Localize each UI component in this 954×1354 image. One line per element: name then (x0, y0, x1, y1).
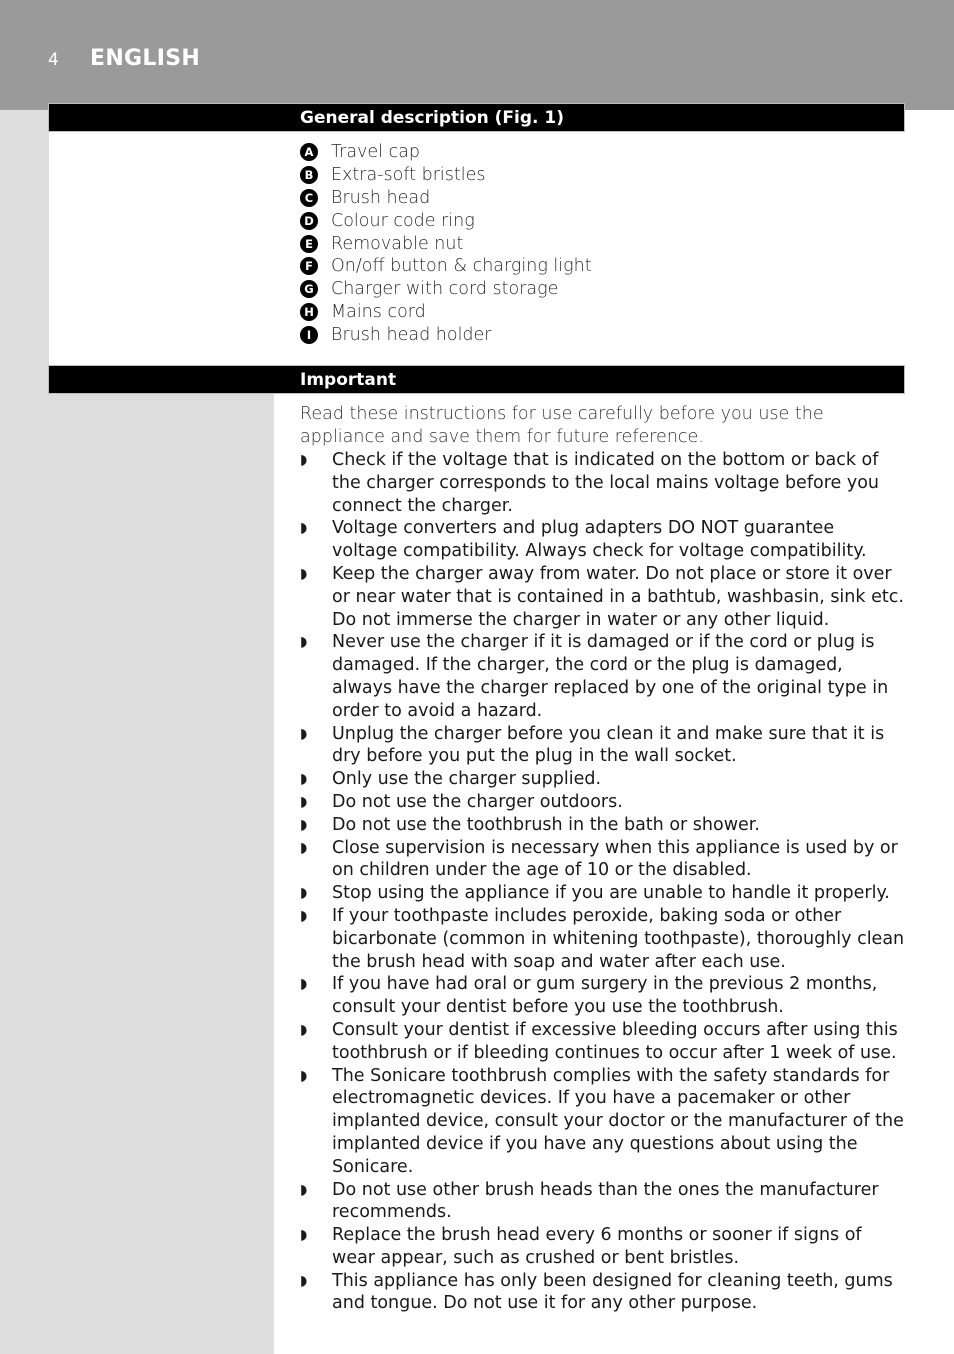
part-label: Charger with cord storage (331, 279, 559, 300)
list-item (300, 814, 905, 837)
list-item (300, 563, 905, 631)
letter-badge: D (300, 212, 318, 230)
part-item (300, 278, 900, 301)
triangle-bullet-icon: ◗ (300, 1272, 308, 1289)
letter-badge: E (300, 235, 318, 253)
letter-badge: G (300, 280, 318, 298)
triangle-bullet-icon: ◗ (300, 1181, 308, 1198)
triangle-bullet-icon: ◗ (300, 1227, 308, 1244)
list-item-text: Voltage converters and plug adapters DO NOT guarantee voltage compatibility. Always check for voltage compatibility. (332, 518, 867, 562)
list-item-text: Unplug the charger before you clean it and make sure that it is dry before you put the plug in the wall socket. (332, 723, 885, 767)
part-item (300, 301, 900, 324)
list-item (300, 768, 905, 791)
part-label: Brush head (331, 187, 431, 208)
list-item (300, 973, 905, 1019)
margin-white-panel (49, 132, 274, 365)
triangle-bullet-icon: ◗ (300, 725, 308, 742)
letter-badge: F (300, 257, 318, 275)
list-item-text: Consult your dentist if excessive bleeding occurs after using this toothbrush or if bleeding continues to occur after 1 week of use. (332, 1019, 898, 1063)
list-item-text: If your toothpaste includes peroxide, baking soda or other bicarbonate (common in whitening toothpaste), thoroughly clean the brush head with soap and water after each use. (332, 905, 905, 972)
section-header-general (48, 103, 905, 132)
list-item-text: Replace the brush head every 6 months or sooner if signs of wear appear, such as crushed or bent bristles. (332, 1225, 862, 1268)
list-item-text: This appliance has only been designed for cleaning teeth, gums and tongue. Do not use it for any other purpose. (332, 1270, 893, 1314)
intro-paragraph: Read these instructions for use carefully before you use the appliance and save them for future reference. (300, 404, 824, 447)
list-item (300, 1224, 905, 1270)
triangle-bullet-icon: ◗ (300, 1067, 308, 1084)
list-item (300, 882, 905, 905)
part-label: Travel cap (331, 142, 421, 163)
triangle-bullet-icon: ◗ (300, 885, 308, 902)
section-title: Important (300, 370, 397, 390)
list-item (300, 1065, 905, 1179)
letter-badge: C (300, 189, 318, 207)
section-title: General description (Fig. 1) (300, 108, 564, 128)
list-item (300, 1179, 905, 1225)
part-item (300, 141, 900, 164)
list-item (300, 631, 905, 722)
list-item (300, 1019, 905, 1065)
letter-badge: A (300, 143, 318, 161)
list-item-text: Do not use the charger outdoors. (332, 791, 623, 812)
list-item (300, 837, 905, 883)
list-item-text: Check if the voltage that is indicated on the bottom or back of the charger corresponds to the local mains voltage before you connect the charger. (332, 450, 879, 516)
part-label: Colour code ring (331, 210, 475, 231)
part-label: Mains cord (331, 301, 426, 322)
safety-list (300, 449, 905, 1315)
part-item (300, 255, 900, 278)
list-item-text: Do not use other brush heads than the ones the manufacturer recommends. (332, 1179, 879, 1223)
list-item-text: Keep the charger away from water. Do not place or store it over or near water that is contained in a bathtub, washbasin, sink etc. Do not immerse the charger in water or any other liquid. (332, 563, 904, 630)
triangle-bullet-icon: ◗ (300, 976, 308, 993)
triangle-bullet-icon: ◗ (300, 839, 308, 856)
triangle-bullet-icon: ◗ (300, 771, 308, 788)
margin-panel (49, 394, 274, 1354)
list-item-text: Stop using the appliance if you are unable to handle it properly. (332, 883, 890, 904)
triangle-bullet-icon: ◗ (300, 793, 308, 810)
triangle-bullet-icon: ◗ (300, 520, 308, 537)
letter-badge: B (300, 166, 318, 184)
triangle-bullet-icon: ◗ (300, 634, 308, 651)
part-item (300, 209, 900, 232)
part-label: On/off button & charging light (331, 256, 592, 277)
list-item (300, 791, 905, 814)
parts-list (300, 141, 900, 346)
part-label: Removable nut (331, 233, 464, 254)
list-item-text: Only use the charger supplied. (332, 769, 602, 790)
triangle-bullet-icon: ◗ (300, 1021, 308, 1038)
list-item-text: Never use the charger if it is damaged or if the cord or plug is damaged. If the charger, the cord or the plug is damaged, always have the charger replaced by one of the original type in order to avoid a hazard. (332, 632, 889, 721)
triangle-bullet-icon: ◗ (300, 907, 308, 924)
list-item (300, 723, 905, 769)
letter-badge: I (300, 326, 318, 344)
triangle-bullet-icon: ◗ (300, 816, 308, 833)
part-item (300, 323, 900, 346)
triangle-bullet-icon: ◗ (300, 565, 308, 582)
part-item (300, 187, 900, 210)
page-number: 4 (48, 50, 59, 70)
list-item-text: The Sonicare toothbrush complies with the safety standards for electromagnetic devices. If you have a pacemaker or other implanted device, consult your doctor or the manufacturer of the implanted device if you have any questions about using the Sonicare. (332, 1065, 904, 1177)
list-item (300, 905, 905, 973)
list-item-text: Do not use the toothbrush in the bath or shower. (332, 814, 760, 835)
list-item-text: If you have had oral or gum surgery in the previous 2 months, consult your dentist before you use the toothbrush. (332, 974, 878, 1018)
list-item-text: Close supervision is necessary when this appliance is used by or on children under the age of 10 or the disabled. (332, 837, 898, 881)
part-label: Extra-soft bristles (331, 165, 486, 186)
language-title: ENGLISH (90, 46, 201, 71)
list-item (300, 1270, 905, 1316)
part-label: Brush head holder (331, 324, 492, 345)
part-item (300, 232, 900, 255)
letter-badge: H (300, 303, 318, 321)
part-item (300, 164, 900, 187)
triangle-bullet-icon: ◗ (300, 452, 308, 468)
section-header-important (48, 365, 905, 394)
list-item (300, 517, 905, 563)
list-item (300, 449, 905, 517)
